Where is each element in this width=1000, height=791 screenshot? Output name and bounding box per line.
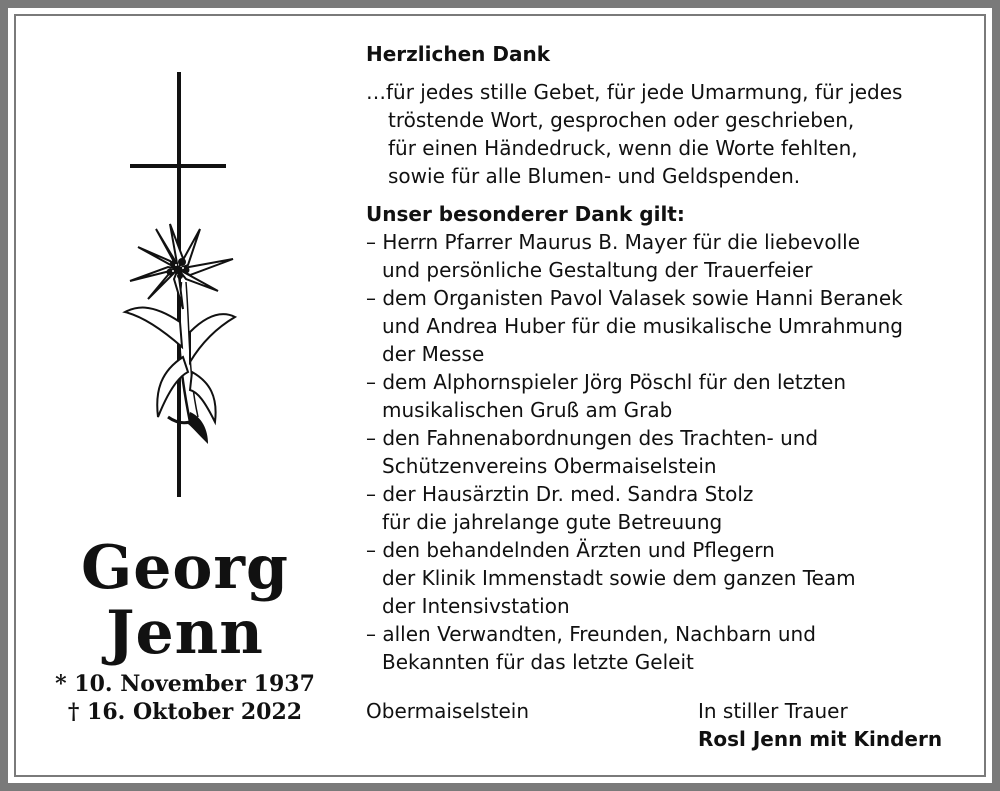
- list-item: – der Hausärztin Dr. med. Sandra Stolz: [366, 482, 754, 506]
- list-item: – allen Verwandten, Freunden, Nachbarn und: [366, 622, 816, 646]
- death-date: † 16. Oktober 2022: [67, 699, 303, 725]
- cross-edelweiss-icon: [40, 72, 330, 512]
- thanks-heading: Herzlichen Dank: [366, 42, 551, 66]
- list-item: – den behandelnden Ärzten und Pflegern: [366, 538, 775, 562]
- list-item: – dem Organisten Pavol Valasek sowie Hanni Beranek: [366, 286, 903, 310]
- last-name: Jenn: [106, 598, 264, 668]
- list-item: – den Fahnenabordnungen des Trachten- und: [366, 426, 819, 450]
- list-item: und persönliche Gestaltung der Trauerfeier: [382, 258, 813, 282]
- intro-line: für einen Händedruck, wenn die Worte fehlten,: [388, 136, 858, 160]
- thanks-text: [366, 40, 976, 676]
- family-signature: Rosl Jenn mit Kindern: [698, 727, 943, 751]
- first-name: Georg: [81, 533, 289, 603]
- intro-line: sowie für alle Blumen- und Geldspenden.: [388, 164, 801, 188]
- life-dates: [40, 670, 330, 726]
- mourning-phrase: In stiller Trauer: [698, 699, 848, 723]
- list-item: und Andrea Huber für die musikalische Umrahmung: [382, 314, 903, 338]
- list-item: musikalischen Gruß am Grab: [382, 398, 673, 422]
- intro-line: tröstende Wort, gesprochen oder geschrieben,: [388, 108, 855, 132]
- list-item: der Messe: [382, 342, 485, 366]
- list-item: der Klinik Immenstadt sowie dem ganzen Team: [382, 566, 856, 590]
- list-item: Schützenvereins Obermaiselstein: [382, 454, 717, 478]
- place-name: Obermaiselstein: [366, 699, 529, 723]
- list-item: für die jahrelange gute Betreuung: [382, 510, 723, 534]
- birth-date: * 10. November 1937: [55, 671, 315, 697]
- special-thanks-heading: Unser besonderer Dank gilt:: [366, 202, 685, 226]
- list-item: – dem Alphornspieler Jörg Pöschl für den letzten: [366, 370, 847, 394]
- memorial-column: [40, 60, 330, 740]
- list-item: Bekannten für das letzte Geleit: [382, 650, 694, 674]
- intro-line: …für jedes stille Gebet, für jede Umarmung, für jedes: [366, 80, 903, 104]
- list-item: der Intensivstation: [382, 594, 570, 618]
- list-item: – Herrn Pfarrer Maurus B. Mayer für die liebevolle: [366, 230, 861, 254]
